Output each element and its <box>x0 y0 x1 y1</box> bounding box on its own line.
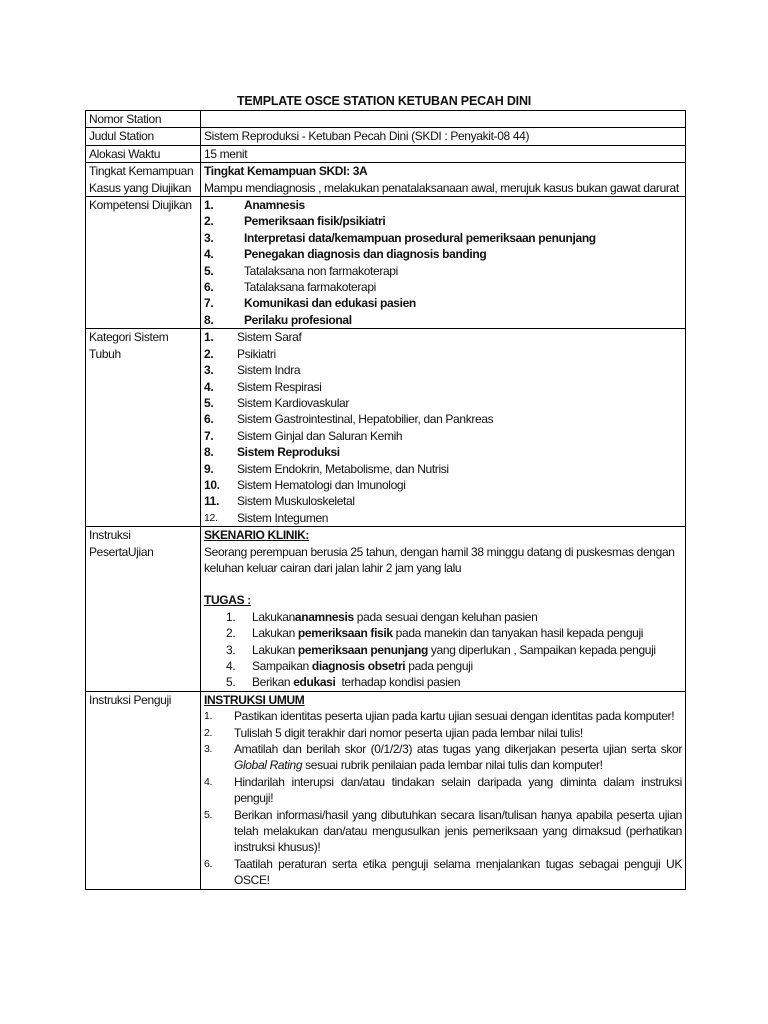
task-text: terhadap kondisi pasien <box>335 675 461 690</box>
item-text: Sistem Reproduksi <box>237 445 340 460</box>
item-number: 4. <box>204 379 214 394</box>
item-text: Interpretasi data/kemampuan prosedural pemeriksaan penunjang <box>244 230 596 245</box>
item-text: Sistem Integumen <box>237 510 329 525</box>
value-nomor-station <box>201 111 686 128</box>
item-text: Sistem Ginjal dan Saluran Kemih <box>237 428 403 443</box>
scenario-heading: SKENARIO KLINIK: <box>204 528 310 543</box>
instruksi-penguji-content <box>201 691 686 889</box>
item-text: Sistem Kardiovaskular <box>237 395 350 410</box>
item-text: Psikiatri <box>237 346 276 361</box>
label-instruksi-peserta: Instruksi PesertaUjian <box>86 527 201 692</box>
task-text: Lakukan <box>252 642 298 657</box>
kategori-item <box>204 346 682 362</box>
kategori-item <box>204 444 682 460</box>
task-text: pada manekin dan tanyakan hasil kepada penguji <box>392 626 644 641</box>
item-text: Sistem Saraf <box>237 330 302 345</box>
task-text: pada sesuai dengan keluhan pasien <box>353 609 538 624</box>
item-number: 3. <box>204 743 213 756</box>
item-text: Sistem Indra <box>237 363 301 378</box>
item-text: Sistem Hematologi dan Imunologi <box>237 477 406 492</box>
kategori-list <box>201 329 686 527</box>
row-kategori-sistem <box>86 329 686 527</box>
item-number: 8. <box>204 312 214 327</box>
global-rating-term: Global Rating <box>234 758 303 773</box>
kategori-item <box>204 493 682 509</box>
item-number: 1. <box>204 330 214 345</box>
instruksi-peserta-content <box>201 527 686 692</box>
task-text: Lakukan <box>252 609 295 624</box>
task-item <box>204 642 682 658</box>
value-tingkat-kemampuan <box>201 163 686 197</box>
kategori-item <box>204 329 682 345</box>
item-text: Anamnesis <box>244 198 305 213</box>
item-number: 4. <box>204 775 213 788</box>
task-item <box>204 658 682 674</box>
instruction-text: Tulislah 5 digit terakhir dari nomor peserta ujian pada lembar nilai tulis! <box>234 725 583 740</box>
task-keyword: pemeriksaan penunjang <box>297 642 428 657</box>
task-item <box>204 609 682 625</box>
document-title: TEMPLATE OSCE STATION KETUBAN PECAH DINI <box>236 94 532 108</box>
item-text: Sistem Gastrointestinal, Hepatobilier, dan Pankreas <box>237 412 494 427</box>
kategori-item <box>204 510 682 526</box>
task-text: Berikan <box>252 675 294 690</box>
kompetensi-item <box>204 279 682 295</box>
label-judul-station: Judul Station <box>86 128 201 145</box>
scenario-text: Seorang perempuan berusia 25 tahun, dengan hamil 38 minggu datang di puskesmas dengan keluhan keluar cairan dari jalan lahir 2 jam yang lalu <box>204 544 675 575</box>
item-number: 3. <box>204 230 214 245</box>
item-number: 2. <box>204 726 213 739</box>
kompetensi-item <box>204 246 682 262</box>
item-number: 12. <box>204 511 218 524</box>
instruction-text: Taatilah peraturan serta etika penguji selama menjalankan tugas sebagai penguji UK OSCE! <box>234 856 682 888</box>
item-number: 3. <box>226 642 236 657</box>
task-text: Sampaikan <box>252 659 312 673</box>
row-tingkat-kemampuan <box>86 163 686 197</box>
instruction-text: Berikan informasi/hasil yang dibutuhkan secara lisan/tulisan hanya apabila peserta ujian telah melakukan dan/atau mengusulkan jenis pemeriksaan yang dimaksud (perhatikan instruksi khusus)! <box>234 807 682 855</box>
instruction-text-part: sesuai rubrik penilaian pada lembar nilai tulis dan komputer! <box>302 758 603 773</box>
item-number: 5. <box>226 675 236 690</box>
task-item <box>204 674 682 690</box>
label-kompetensi: Kompetensi Diujikan <box>86 197 201 329</box>
item-number: 1. <box>204 198 214 213</box>
item-number: 5. <box>204 263 214 278</box>
instruction-item <box>204 741 682 774</box>
kategori-item <box>204 477 682 493</box>
item-number: 11. <box>204 494 219 509</box>
item-number: 6. <box>204 857 213 870</box>
item-number: 5. <box>204 808 213 821</box>
item-number: 7. <box>204 296 214 311</box>
osce-table <box>85 110 686 890</box>
kompetensi-item <box>204 197 682 213</box>
tingkat-description: Mampu mendiagnosis , melakukan penatalaksanaan awal, merujuk kasus bukan gawat darurat <box>204 180 679 195</box>
label-kategori-sistem: Kategori Sistem Tubuh <box>86 329 201 527</box>
tingkat-heading: Tingkat Kemampuan SKDI: 3A <box>204 164 368 179</box>
item-number: 1. <box>226 609 236 624</box>
item-text: Perilaku profesional <box>244 312 352 327</box>
item-number: 9. <box>204 461 214 476</box>
kompetensi-item <box>204 213 682 229</box>
instruction-item <box>204 856 682 889</box>
item-number: 2. <box>204 346 214 361</box>
task-text: Lakukan <box>252 626 298 641</box>
label-nomor-station: Nomor Station <box>86 111 201 128</box>
item-number: 6. <box>204 280 214 295</box>
item-text: Sistem Muskuloskeletal <box>237 494 355 509</box>
kompetensi-item <box>204 263 682 279</box>
item-text: Komunikasi dan edukasi pasien <box>244 296 416 311</box>
kategori-item <box>204 411 682 427</box>
item-number: 2. <box>204 214 214 229</box>
item-number: 4. <box>226 659 236 673</box>
row-instruksi-penguji <box>86 691 686 889</box>
instruction-item <box>204 725 682 741</box>
row-kompetensi <box>86 197 686 329</box>
item-text: Sistem Endokrin, Metabolisme, dan Nutrisi <box>237 461 449 476</box>
task-keyword: edukasi <box>293 675 336 690</box>
kategori-item <box>204 379 682 395</box>
instruction-text: Hindarilah interupsi dan/atau tindakan selain daripada yang diminta dalam instruksi penguji! <box>234 774 682 806</box>
task-keyword: pemeriksaan fisik <box>297 626 393 641</box>
instruksi-umum-heading: INSTRUKSI UMUM <box>204 692 305 707</box>
instruction-item <box>204 807 682 856</box>
label-tingkat-kemampuan: Tingkat Kemampuan Kasus yang Diujikan <box>86 163 201 197</box>
item-number: 6. <box>204 412 214 427</box>
task-item <box>204 625 682 641</box>
kategori-item <box>204 461 682 477</box>
item-text: Penegakan diagnosis dan diagnosis banding <box>244 247 487 262</box>
item-text: Pemeriksaan fisik/psikiatri <box>244 214 386 229</box>
item-number: 8. <box>204 445 214 460</box>
item-number: 2. <box>226 626 236 641</box>
task-keyword: anamnesis <box>294 609 354 624</box>
task-text: yang diperlukan , Sampaikan kepada penguji <box>427 642 656 657</box>
label-alokasi-waktu: Alokasi Waktu <box>86 145 201 162</box>
kompetensi-item <box>204 230 682 246</box>
item-number: 10. <box>204 477 220 492</box>
item-number: 5. <box>204 395 214 410</box>
item-text: Tatalaksana farmakoterapi <box>244 280 376 295</box>
row-alokasi-waktu <box>86 145 686 162</box>
item-text: Tatalaksana non farmakoterapi <box>244 263 398 278</box>
instruction-text-part: Amatilah dan berilah skor (0/1/2/3) atas tugas yang dikerjakan peserta ujian serta skor <box>234 742 682 757</box>
tasks-heading: TUGAS : <box>204 593 251 608</box>
kompetensi-item <box>204 312 682 328</box>
row-judul-station <box>86 128 686 145</box>
instruction-text: Pastikan identitas peserta ujian pada kartu ujian sesuai dengan identitas pada komputer! <box>234 709 675 724</box>
kompetensi-item <box>204 295 682 311</box>
item-text: Sistem Respirasi <box>237 379 322 394</box>
item-number: 4. <box>204 247 214 262</box>
instruction-item <box>204 774 682 807</box>
item-number: 1. <box>204 710 213 723</box>
kompetensi-list <box>201 197 686 329</box>
kategori-item <box>204 395 682 411</box>
instruction-text <box>234 741 682 774</box>
label-instruksi-penguji: Instruksi Penguji <box>86 691 201 889</box>
row-nomor-station <box>86 111 686 128</box>
task-keyword: diagnosis obsetri <box>311 659 406 673</box>
item-number: 3. <box>204 363 214 378</box>
value-judul-station: Sistem Reproduksi - Ketuban Pecah Dini (SKDI : Penyakit-08 44) <box>201 128 686 145</box>
row-instruksi-peserta <box>86 527 686 692</box>
kategori-item <box>204 428 682 444</box>
value-alokasi-waktu: 15 menit <box>201 145 686 162</box>
item-number: 7. <box>204 428 214 443</box>
kategori-item <box>204 362 682 378</box>
task-text: pada penguji <box>405 659 473 673</box>
instruction-item <box>204 708 682 724</box>
